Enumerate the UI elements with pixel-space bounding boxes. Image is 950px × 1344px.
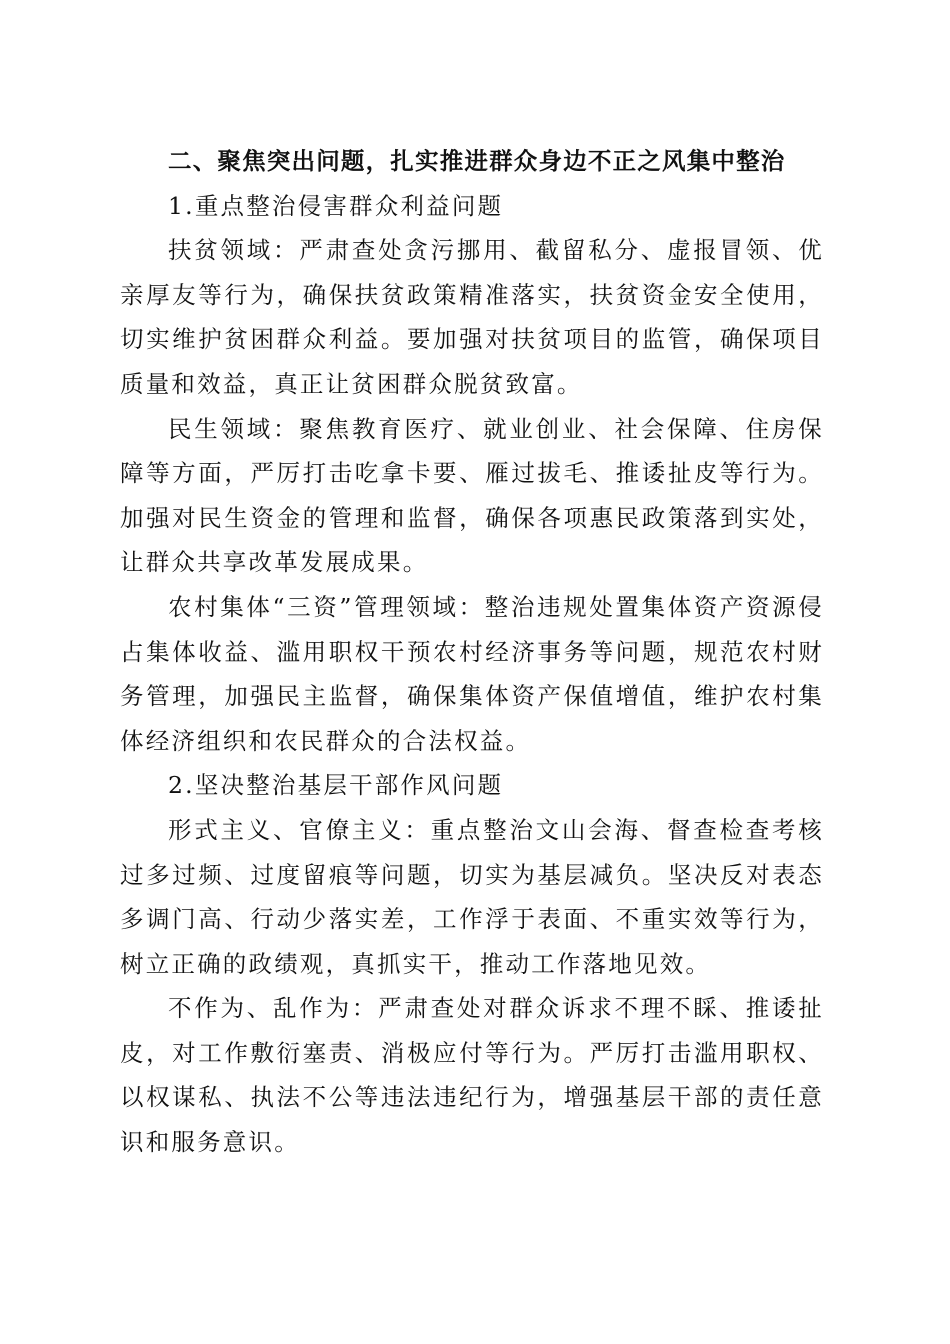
subsection-title-2: 2.坚决整治基层干部作风问题 [168,771,504,800]
section-heading: 二、聚焦突出问题，扎实推进群众身边不正之风集中整治 [168,147,786,175]
paragraph-inaction-misconduct: 不作为、乱作为：严肃查处对群众诉求不理不睬、推诿扯皮，对工作敷衍塞责、消极应付等行为。严厉打击滥用职权、以权谋私、执法不公等违法违纪行为，增强基层干部的责任意识和服务意识。 [120,994,824,1157]
document-body [120,139,824,1165]
paragraph-rural-collective-assets: 农村集体“三资”管理领域：整治违规处置集体资产资源侵占集体收益、滥用职权干预农村经济事务等问题，规范农村财务管理，加强民主监督，确保集体资产保值增值，维护农村集体经济组织和农民群众的合法权益。 [120,592,824,755]
paragraph-poverty-alleviation: 扶贫领域：严肃查处贪污挪用、截留私分、虚报冒领、优亲厚友等行为，确保扶贫政策精准落实，扶贫资金安全使用，切实维护贫困群众利益。要加强对扶贫项目的监管，确保项目质量和效益，真正让贫困群众脱贫致富。 [120,236,824,398]
paragraph-formalism-bureaucratism: 形式主义、官僚主义：重点整治文山会海、督查检查考核过多过频、过度留痕等问题，切实为基层减负。坚决反对表态多调门高、行动少落实差，工作浮于表面、不重实效等行为，树立正确的政绩观，真抓实干，推动工作落地见效。 [120,815,824,978]
subsection-title-1: 1.重点整治侵害群众利益问题 [168,191,504,220]
paragraph-livelihood: 民生领域：聚焦教育医疗、就业创业、社会保障、住房保障等方面，严厉打击吃拿卡要、雁过拔毛、推诿扯皮等行为。加强对民生资金的管理和监督，确保各项惠民政策落到实处，让群众共享改革发展成果。 [120,414,824,577]
